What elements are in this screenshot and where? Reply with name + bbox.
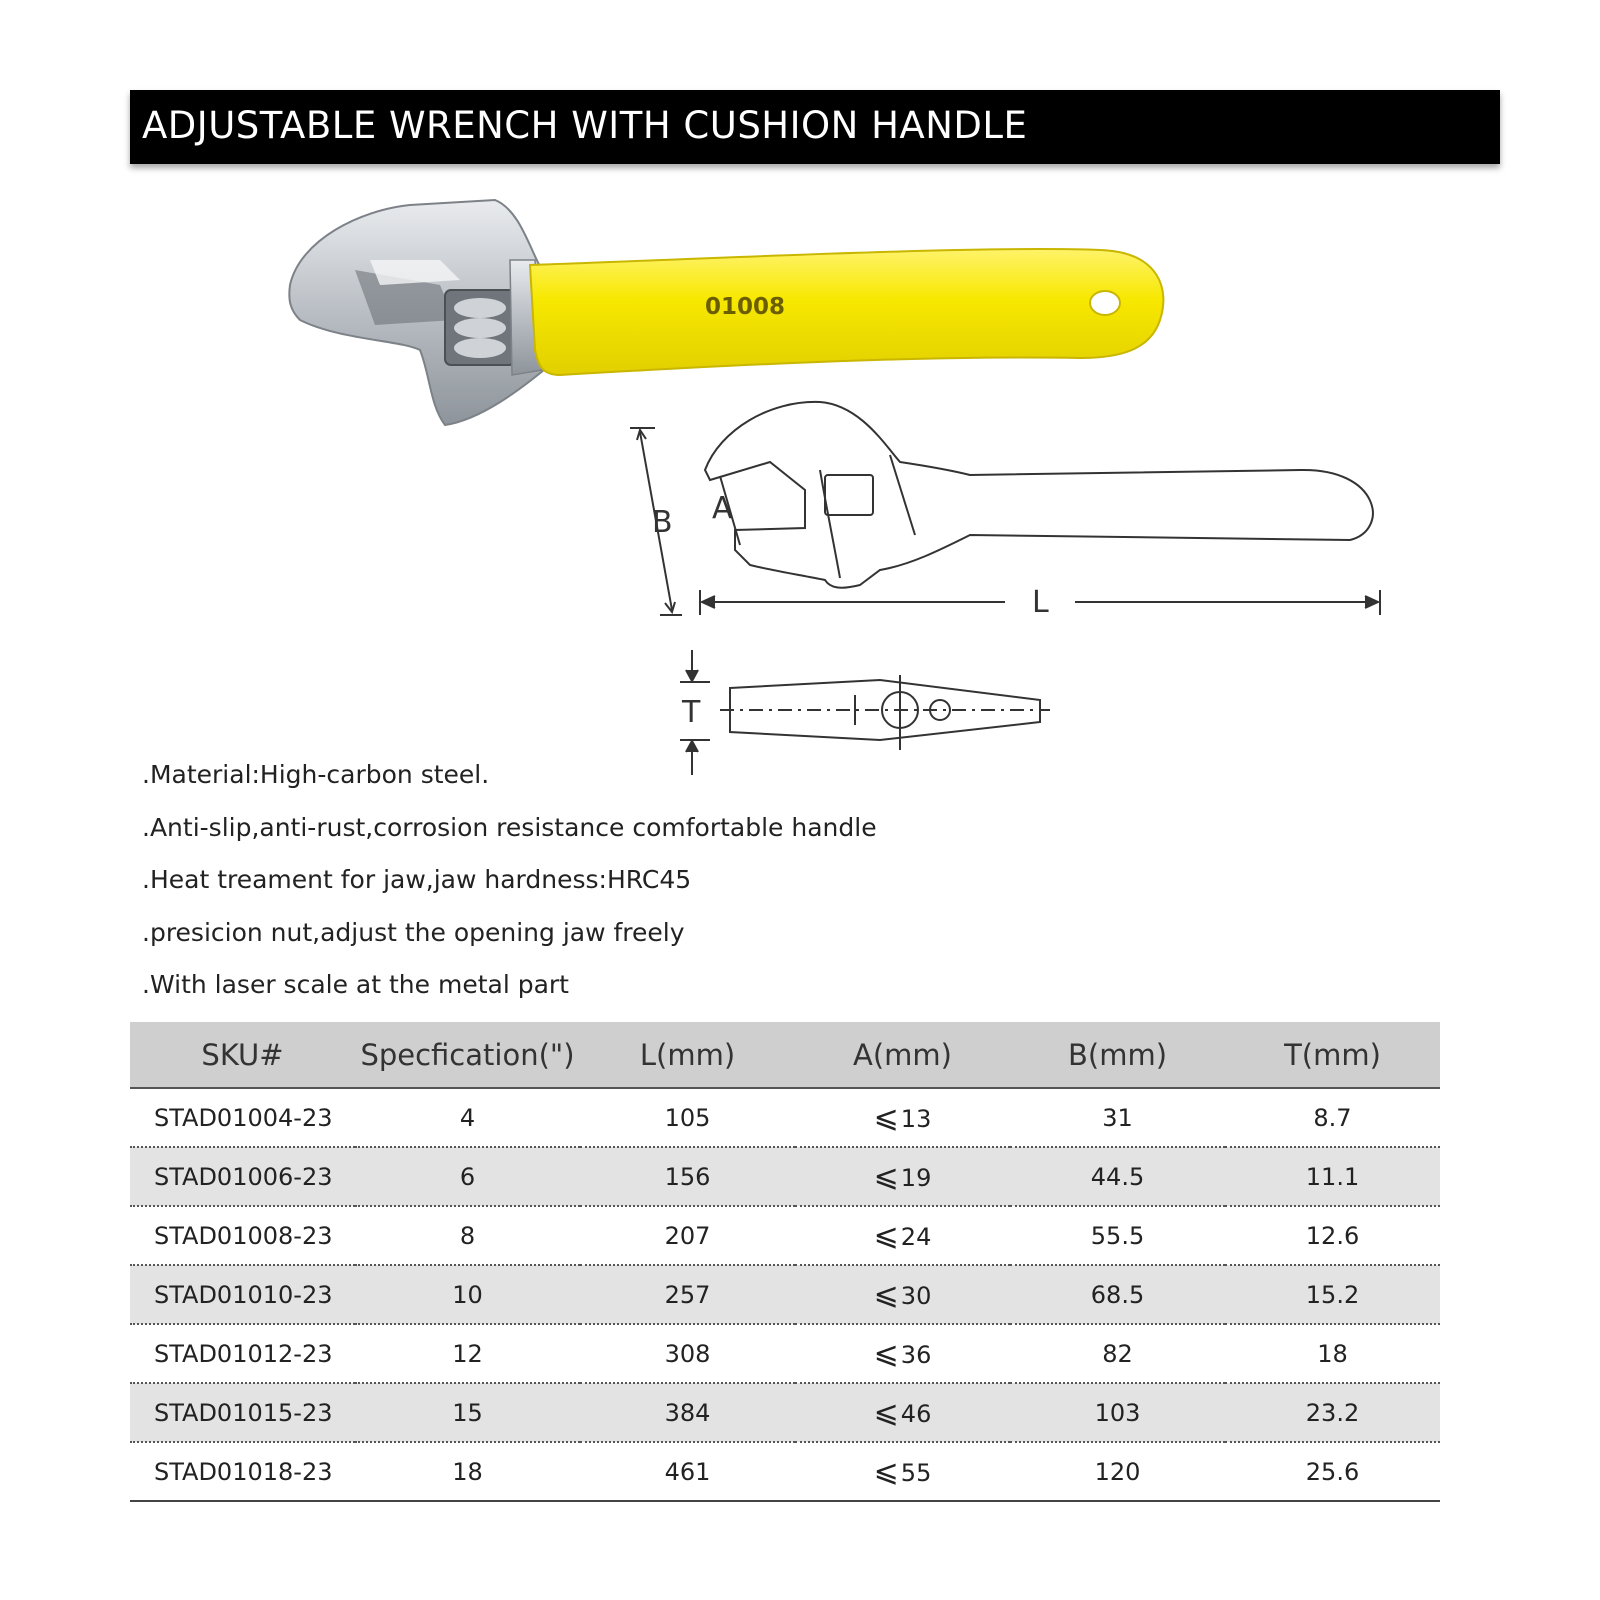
cell-a-value: 13	[900, 1105, 932, 1133]
header-a: A(mm)	[795, 1022, 1010, 1088]
cell-t: 25.6	[1225, 1442, 1440, 1501]
cell-a	[795, 1206, 1010, 1265]
handle-label: 01008	[704, 294, 786, 320]
cell-a-value: 36	[900, 1341, 932, 1369]
cell-b: 120	[1010, 1442, 1225, 1501]
cell-a	[795, 1442, 1010, 1501]
header-b: B(mm)	[1010, 1022, 1225, 1088]
feature-heat-treatment: .Heat treament for jaw,jaw hardness:HRC45	[142, 865, 692, 894]
cell-t: 15.2	[1225, 1265, 1440, 1324]
cell-spec: 8	[355, 1206, 580, 1265]
le-symbol: ⩽	[873, 1100, 899, 1135]
wrench-outline	[705, 402, 1373, 588]
label-t: T	[682, 695, 701, 730]
page-title: ADJUSTABLE WRENCH WITH CUSHION HANDLE	[142, 104, 1028, 147]
le-symbol: ⩽	[873, 1277, 899, 1312]
cell-sku: STAD01018-23	[130, 1442, 355, 1501]
le-symbol: ⩽	[873, 1159, 899, 1194]
wrench-handle	[530, 249, 1163, 375]
cell-t: 8.7	[1225, 1088, 1440, 1147]
table-row	[130, 1265, 1440, 1324]
cell-a-value: 30	[900, 1282, 932, 1310]
cell-b: 44.5	[1010, 1147, 1225, 1206]
header-sku: SKU#	[130, 1022, 355, 1088]
cell-spec: 10	[355, 1265, 580, 1324]
table-row	[130, 1206, 1440, 1265]
cell-spec: 18	[355, 1442, 580, 1501]
spec-table	[130, 1022, 1440, 1502]
header-l: L(mm)	[580, 1022, 795, 1088]
cell-t: 11.1	[1225, 1147, 1440, 1206]
cell-t: 18	[1225, 1324, 1440, 1383]
feature-list	[142, 760, 1142, 1023]
cell-b: 103	[1010, 1383, 1225, 1442]
le-symbol: ⩽	[873, 1395, 899, 1430]
table-header	[130, 1022, 1440, 1088]
cell-a-value: 19	[900, 1164, 932, 1192]
cell-a	[795, 1324, 1010, 1383]
cell-b: 68.5	[1010, 1265, 1225, 1324]
cell-sku: STAD01010-23	[130, 1265, 355, 1324]
dimension-drawing	[620, 400, 1440, 800]
cell-a	[795, 1383, 1010, 1442]
label-b: B	[652, 505, 673, 540]
cell-l: 105	[580, 1088, 795, 1147]
worm-box	[825, 475, 873, 515]
cell-b: 31	[1010, 1088, 1225, 1147]
header-specification: Specfication(")	[355, 1022, 580, 1088]
table-row	[130, 1088, 1440, 1147]
feature-nut: .presicion nut,adjust the opening jaw freely	[142, 917, 685, 947]
cell-spec: 4	[355, 1088, 580, 1147]
cell-a-value: 46	[900, 1400, 932, 1428]
le-symbol: ⩽	[873, 1454, 899, 1489]
feature-laser-scale: .With laser scale at the metal part	[142, 970, 569, 999]
cell-spec: 15	[355, 1383, 580, 1442]
cell-a-value: 55	[900, 1459, 932, 1487]
cell-sku: STAD01008-23	[130, 1206, 355, 1265]
table-row	[130, 1383, 1440, 1442]
cell-a-value: 24	[900, 1223, 932, 1251]
cell-sku: STAD01015-23	[130, 1383, 355, 1442]
title-banner	[130, 90, 1500, 164]
cell-t: 23.2	[1225, 1383, 1440, 1442]
feature-handle: .Anti-slip,anti-rust,corrosion resistance comfortable handle	[142, 812, 877, 842]
cell-l: 308	[580, 1324, 795, 1383]
table-row	[130, 1442, 1440, 1501]
header-t: T(mm)	[1225, 1022, 1440, 1088]
cell-sku: STAD01012-23	[130, 1324, 355, 1383]
cell-t: 12.6	[1225, 1206, 1440, 1265]
cell-a	[795, 1265, 1010, 1324]
feature-material: .Material:High-carbon steel.	[142, 760, 490, 789]
cell-l: 257	[580, 1265, 795, 1324]
cell-l: 461	[580, 1442, 795, 1501]
table-row	[130, 1147, 1440, 1206]
hang-hole	[1090, 291, 1120, 315]
cell-l: 156	[580, 1147, 795, 1206]
cell-a	[795, 1147, 1010, 1206]
cell-l: 207	[580, 1206, 795, 1265]
le-symbol: ⩽	[873, 1336, 899, 1371]
cell-l: 384	[580, 1383, 795, 1442]
cell-a	[795, 1088, 1010, 1147]
label-l: L	[1032, 585, 1049, 620]
le-symbol: ⩽	[873, 1218, 899, 1253]
cell-spec: 12	[355, 1324, 580, 1383]
cell-b: 55.5	[1010, 1206, 1225, 1265]
cell-spec: 6	[355, 1147, 580, 1206]
cell-b: 82	[1010, 1324, 1225, 1383]
label-a: A	[712, 491, 733, 526]
table-row	[130, 1324, 1440, 1383]
cell-sku: STAD01006-23	[130, 1147, 355, 1206]
cell-sku: STAD01004-23	[130, 1088, 355, 1147]
